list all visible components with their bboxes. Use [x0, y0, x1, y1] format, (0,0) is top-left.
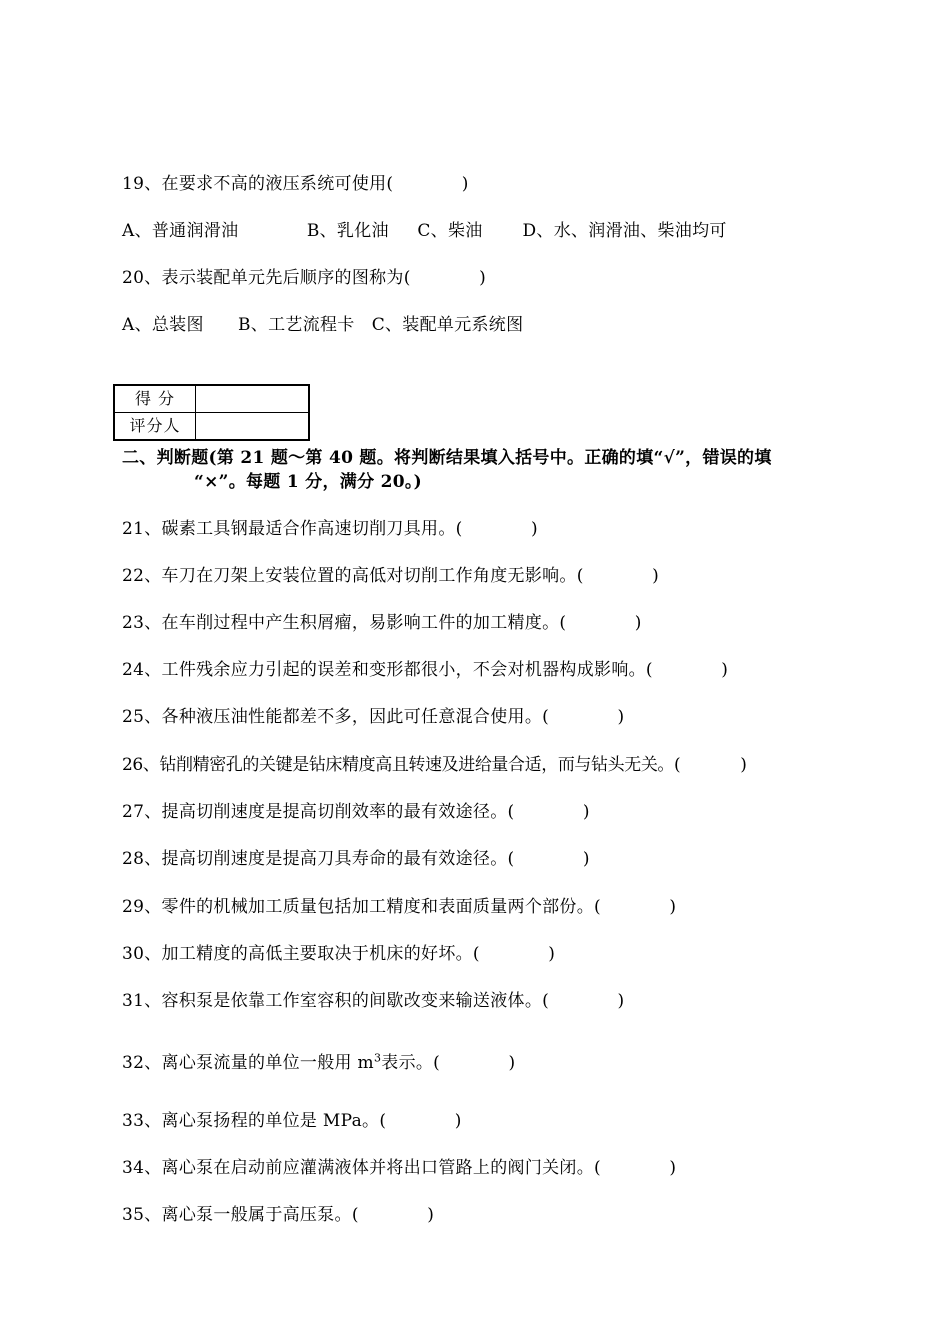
question-33: 33、离心泵扬程的单位是 MPa。( )	[122, 1111, 462, 1131]
question-20: 20、表示装配单元先后顺序的图称为( )	[122, 268, 487, 288]
question-27: 27、提高切削速度是提高切削效率的最有效途径。( )	[122, 802, 590, 822]
question-23: 23、在车削过程中产生积屑瘤，易影响工件的加工精度。( )	[122, 613, 642, 633]
question-22: 22、车刀在刀架上安装位置的高低对切削工作角度无影响。( )	[122, 566, 660, 586]
score-label: 得 分	[114, 385, 196, 413]
superscript-3: 3	[373, 1051, 382, 1065]
question-32-text-end: 表示。( )	[381, 1053, 516, 1073]
score-value-cell[interactable]	[196, 385, 310, 413]
section-title-continued: “×”。每题 1 分，满分 20。)	[194, 472, 422, 492]
score-table	[113, 384, 310, 441]
question-20-options: A、总装图 B、工艺流程卡 C、装配单元系统图	[122, 315, 524, 335]
question-32	[122, 1052, 516, 1074]
question-19: 19、在要求不高的液压系统可使用( )	[122, 174, 469, 194]
grader-label: 评分人	[114, 413, 196, 441]
grader-row	[114, 413, 309, 441]
question-30: 30、加工精度的高低主要取决于机床的好坏。( )	[122, 944, 556, 964]
question-19-options: A、普通润滑油 B、乳化油 C、柴油 D、水、润滑油、柴油均可	[122, 221, 727, 241]
question-31: 31、容积泵是依靠工作室容积的间歇改变来输送液体。( )	[122, 991, 625, 1011]
question-21: 21、碳素工具钢最适合作高速切削刀具用。( )	[122, 519, 538, 539]
section-title: 二、判断题(第 21 题～第 40 题。将判断结果填入括号中。正确的填“√”，错误的填	[122, 448, 772, 468]
question-34: 34、离心泵在启动前应灌满液体并将出口管路上的阀门关闭。( )	[122, 1158, 677, 1178]
question-35: 35、离心泵一般属于高压泵。( )	[122, 1205, 435, 1225]
grader-value-cell[interactable]	[196, 413, 310, 441]
question-32-text: 32、离心泵流量的单位一般用 m	[122, 1053, 374, 1073]
question-26: 26、钻削精密孔的关键是钻床精度高且转速及进给量合适，而与钻头无关。( )	[122, 755, 747, 775]
score-row	[114, 385, 309, 413]
question-24: 24、工件残余应力引起的误差和变形都很小，不会对机器构成影响。( )	[122, 660, 729, 680]
question-25: 25、各种液压油性能都差不多，因此可任意混合使用。( )	[122, 707, 625, 727]
question-28: 28、提高切削速度是提高刀具寿命的最有效途径。( )	[122, 849, 590, 869]
question-29: 29、零件的机械加工质量包括加工精度和表面质量两个部份。( )	[122, 897, 677, 917]
